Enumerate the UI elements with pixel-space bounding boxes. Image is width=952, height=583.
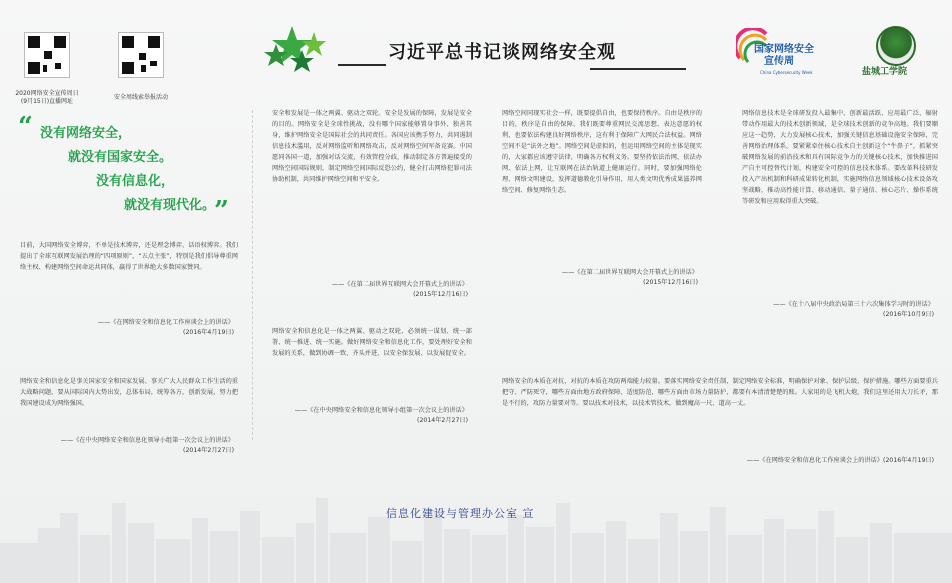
university-name: 盐城工学院 xyxy=(862,67,908,77)
qr-caption-report: 安全周线索举报活动 xyxy=(113,94,168,101)
source-title: ——《在网络安全和信息化工作座谈会上的讲话》 xyxy=(97,319,234,326)
source-title: ——《在十八届中央政治局第三十六次集体学习时的讲话》 xyxy=(773,301,934,308)
col1-paragraph-1: 目前，大国网络安全博弈，不单是技术博弈，还是理念博弈、话语权博弈。我们提出了全球互联网发展治理的“四项原则”、“五点主张”，特别是我们倡导尊重网络主权、构建网络空间命运共同体，赢得了世界绝大多数国家赞同。 xyxy=(20,242,238,271)
highlight-quote xyxy=(40,122,215,218)
quote-line-2: 就没有国家安全。 xyxy=(68,150,173,165)
title-underline-left xyxy=(338,64,386,66)
source-date: (2014年2月27日) xyxy=(417,417,468,424)
green-stars-icon xyxy=(262,22,336,78)
col2-source-2 xyxy=(270,406,468,426)
source-title: ——《在中央网络安全和信息化领导小组第一次会议上的讲话》 xyxy=(294,407,468,414)
source-title: ——《在第二届世界互联网大会开幕式上的讲话》 xyxy=(331,281,468,288)
col4-source-1 xyxy=(738,300,934,320)
page-title: 习近平总书记谈网络安全观 xyxy=(388,42,616,63)
col1-paragraph-2: 网络安全和信息化是事关国家安全和国家发展、事关广大人民群众工作生活的重大战略问题，要从国际国内大势出发，总体布局，统筹各方，创新发展，努力把我国建设成为网络强国。 xyxy=(20,378,238,407)
qr-code-livestream[interactable] xyxy=(24,32,70,78)
qr-caption-livestream xyxy=(8,90,86,106)
cybersecurity-week-logo-text xyxy=(754,44,814,68)
source-date: (2016年10月9日) xyxy=(883,311,934,318)
qr-caption-line-1: 2020网络安全宣传周日 xyxy=(15,90,79,97)
quote-line-1: 没有网络安全， xyxy=(40,126,132,141)
col3-paragraph-1: 网络空间同现实社会一样，既要提倡自由，也要保持秩序。自由是秩序的目的，秩序是自由的保障。我们既要尊重网民交流思想、表达意愿的权利，也要依法构建良好网络秩序，这有利于保障广大网民合法权益。网络空间不是“法外之地”。网络空间是虚拟的，但运用网络空间的主体是现实的，大家都应该遵守法律，明确各方权利义务。要坚持依法治网、依法办网、依法上网，让互联网在法治轨道上健康运行。同时，要加强网络伦理、网络文明建设，发挥道德教化引导作用，用人类文明优秀成果滋养网络空间、修复网络生态。 xyxy=(502,110,702,194)
cybersecurity-week-logo-subtitle: China Cybersecurity Week xyxy=(760,70,813,75)
bottom-source: ——《在网络安全和信息化工作座谈会上的讲话》(2016年4月19日) xyxy=(746,457,934,464)
qr-caption-line-2: (9月15日)直播网址 xyxy=(20,98,74,105)
col2-source-1 xyxy=(270,280,468,300)
logo-text-line-2: 宣传周 xyxy=(764,56,794,67)
qr-code-report[interactable] xyxy=(118,32,164,78)
university-emblem-icon xyxy=(876,26,916,66)
source-title: ——《在第二届世界互联网大会开幕式上的讲话》 xyxy=(561,269,698,276)
close-quote-mark: ” xyxy=(214,196,229,226)
logo-text-line-1: 国家网络安全 xyxy=(754,44,814,55)
source-date: (2015年12月16日) xyxy=(643,279,698,286)
bottom-paragraph: 网络安全的本质在对抗，对抗的本质在攻防两端能力较量。要落实网络安全责任制，制定网络安全标准，明确保护对象、保护层级、保护措施。哪些方面要重兵把守、严防死守，哪些方面由地方政府保障、适度防范，哪些方面由市场力量防护，都要有本清清楚楚的账。人家用的是飞机大炮，我们这里还用大刀长矛，那是不行的，攻防力量要对等。要以技术对技术，以技术管技术，做到魔高一尺、道高一丈。 xyxy=(502,378,938,407)
quote-line-4: 就没有现代化。 xyxy=(124,198,216,213)
source-date: (2015年12月16日) xyxy=(413,291,468,298)
col2-paragraph-1: 安全和发展是一体之两翼、驱动之双轮。安全是发展的保障，发展是安全的目的。网络安全是全球性挑战，没有哪个国家能够置身事外、独善其身，维护网络安全是国际社会的共同责任。各国应该携手努力，共同遏制信息技术滥用，反对网络监听和网络攻击，反对网络空间军备竞赛。中国愿同各国一道，加强对话交流，有效管控分歧，推动制定各方普遍接受的网络空间国际规则，制定网络空间国际反恐公约，健全打击网络犯罪司法协助机制，共同维护网络空间和平安全。 xyxy=(272,110,472,183)
publisher-office: 信息化建设与管理办公室 宣 xyxy=(386,507,535,520)
col3-source-1 xyxy=(500,268,698,288)
city-skyline-background xyxy=(0,473,952,583)
col1-source-1 xyxy=(20,318,234,338)
column-separator xyxy=(252,110,253,440)
source-title: ——《在中央网络安全和信息化领导小组第一次会议上的讲话》 xyxy=(60,437,234,444)
source-date: (2014年2月27日) xyxy=(183,447,234,454)
quote-line-3: 没有信息化， xyxy=(96,174,175,189)
col2-paragraph-2: 网络安全和信息化是一体之两翼、驱动之双轮，必须统一谋划、统一部署、统一推进、统一实施。做好网络安全和信息化工作，要处理好安全和发展的关系，做到协调一致、齐头并进，以安全保发展、以发展促安全。 xyxy=(272,328,472,357)
title-underline-right xyxy=(590,68,686,70)
source-date: (2016年4月19日) xyxy=(183,329,234,336)
col1-source-2 xyxy=(20,436,234,456)
col4-paragraph-1: 网络信息技术是全球研发投入最集中、创新最活跃、应用最广泛、辐射带动作用最大的技术创新领域，是全球技术创新的竞争高地。我们要顺应这一趋势，大力发展核心技术，加强关键信息基础设施安全保障，完善网络治理体系。要紧紧牵住核心技术自主创新这个“牛鼻子”，抓紧突破网络发展的前沿技术和具有国际竞争力的关键核心技术，加快推进国产自主可控替代计划，构建安全可控的信息技术体系。要改革科技研发投入产出机制和科研成果转化机制，实施网络信息领域核心技术设备攻坚战略，推动高性能计算、移动通信、量子通信、核心芯片、操作系统等研发和应用取得重大突破。 xyxy=(742,110,938,205)
open-quote-mark: “ xyxy=(18,112,33,142)
